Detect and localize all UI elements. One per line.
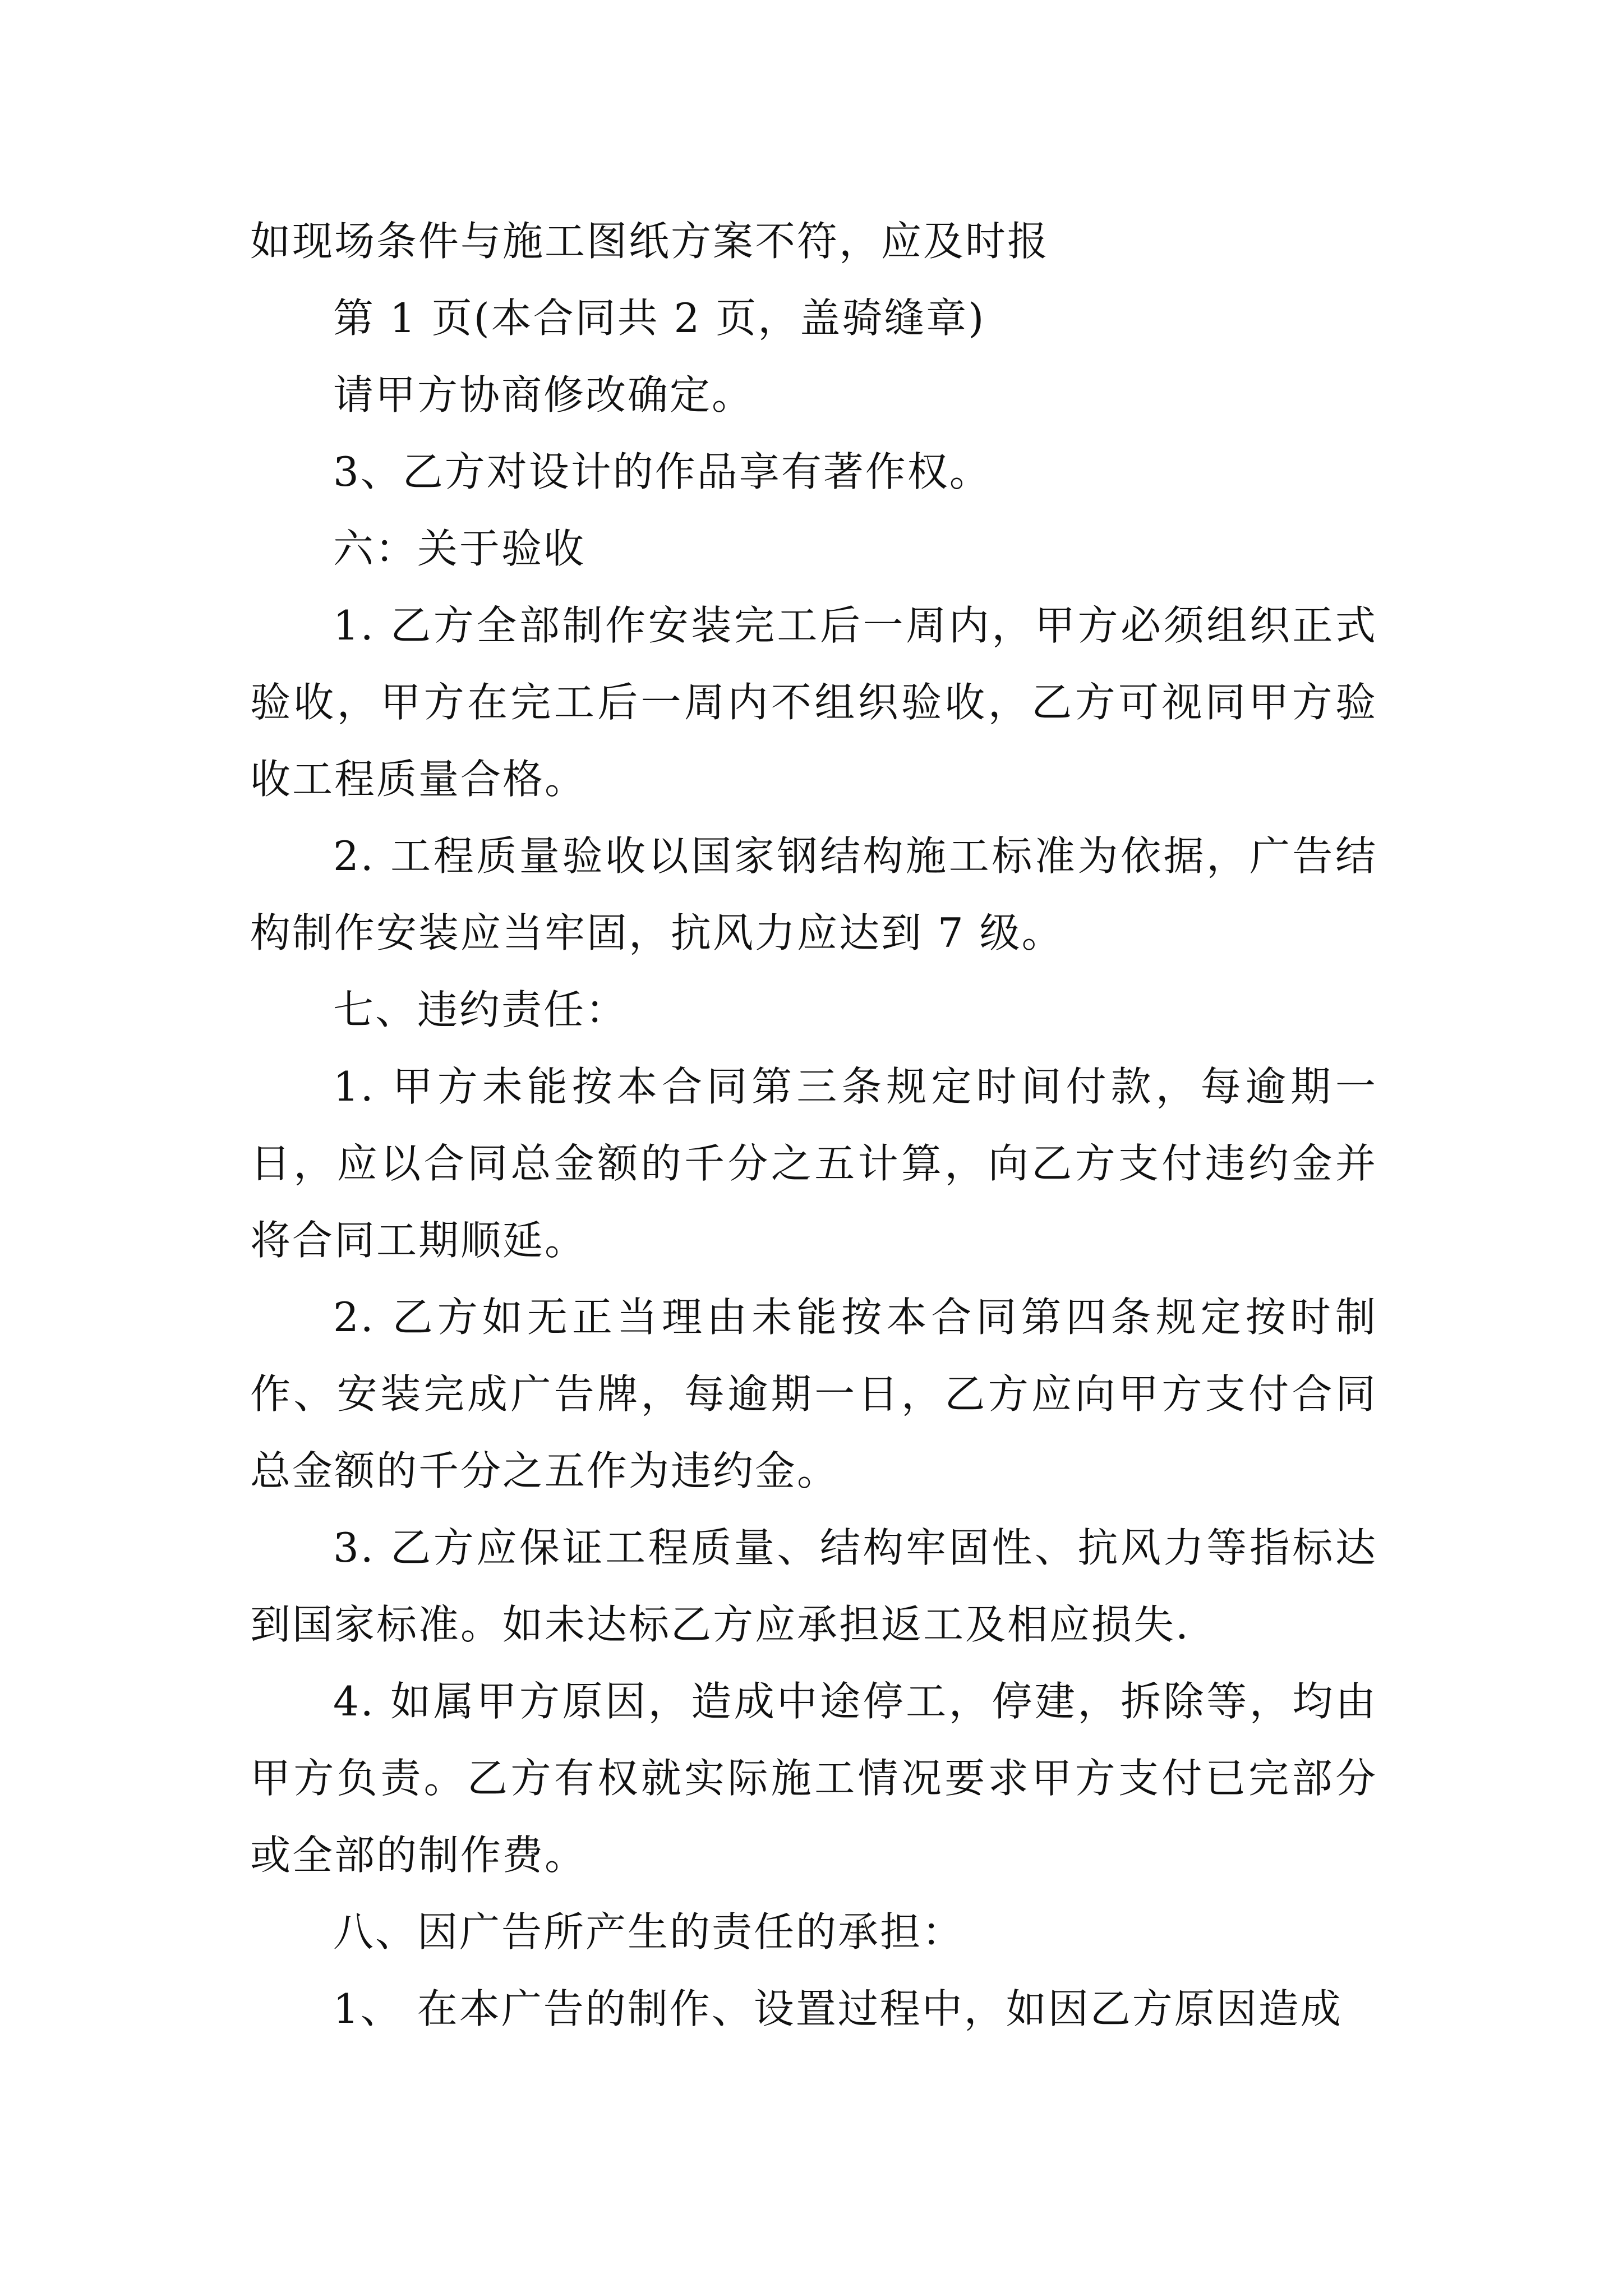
clause-ad-responsibility-1: 1、 在本广告的制作、设置过程中，如因乙方原因造成 xyxy=(333,1985,1343,2032)
clause-liability-2: 2. 乙方如无正当理由未能按本合同第四条规定按时制作、安装完成广告牌，每逾期一日，乙方应向甲方支付合同总金额的千分之五作为违约金。 xyxy=(250,1294,1377,1494)
clause-liability-3: 3. 乙方应保证工程质量、结构牢固性、抗风力等指标达到国家标准。如未达标乙方应承担返工及相应损失. xyxy=(250,1524,1377,1648)
document-body xyxy=(250,203,1377,2047)
clause-liability-4: 4. 如属甲方原因，造成中途停工，停建，拆除等，均由甲方负责。乙方有权就实际施工情况要求甲方支付已完部分或全部的制作费。 xyxy=(250,1678,1377,1879)
paragraph-1: 如现场条件与施工图纸方案不符，应及时报 xyxy=(250,218,1050,265)
section-heading-ad-responsibility: 八、因广告所产生的责任的承担： xyxy=(333,1908,965,1955)
clause-acceptance-1: 1. 乙方全部制作安装完工后一周内，甲方必须组织正式验收，甲方在完工后一周内不组织验收，乙方可视同甲方验收工程质量合格。 xyxy=(250,602,1377,803)
paragraph-3: 请甲方协商修改确定。 xyxy=(333,371,754,418)
clause-copyright: 3、乙方对设计的作品享有著作权。 xyxy=(333,448,992,495)
page-number-note: 第 1 页(本合同共 2 页，盖骑缝章) xyxy=(333,295,986,342)
clause-acceptance-2: 2. 工程质量验收以国家钢结构施工标准为依据，广告结构制作安装应当牢固，抗风力应达到 7 级。 xyxy=(250,832,1377,956)
section-heading-liability: 七、违约责任： xyxy=(333,986,628,1033)
section-heading-acceptance: 六：关于验收 xyxy=(333,525,586,572)
clause-liability-1: 1. 甲方未能按本合同第三条规定时间付款，每逾期一日，应以合同总金额的千分之五计算，向乙方支付违约金并将合同工期顺延。 xyxy=(250,1063,1377,1264)
